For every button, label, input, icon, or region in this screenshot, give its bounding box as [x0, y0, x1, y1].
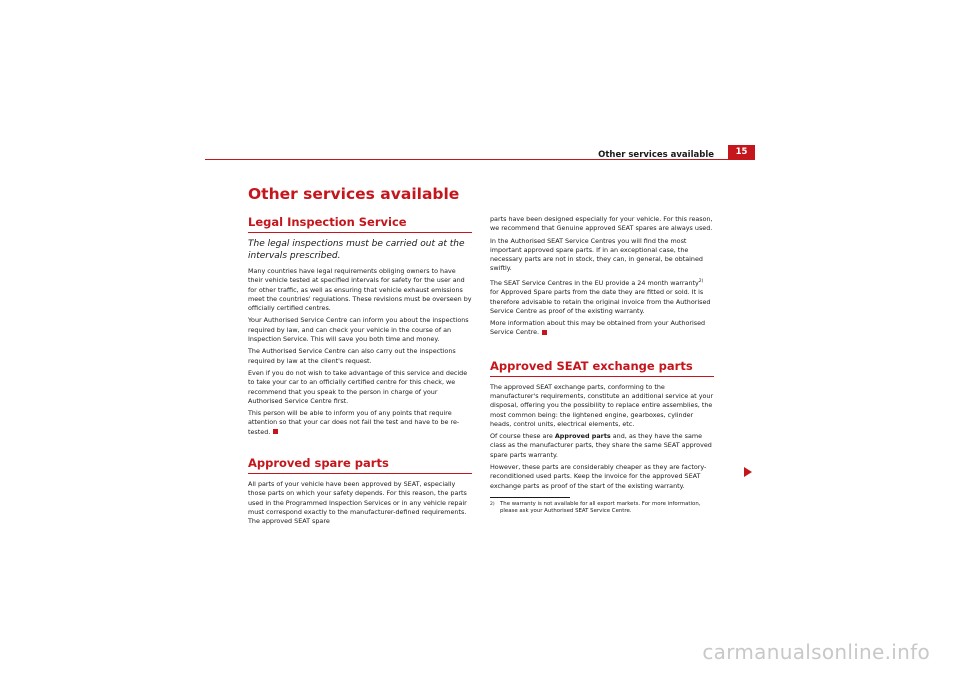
paragraph: However, these parts are considerably cheaper as they are factory-reconditioned used parts. Keep the invoice for the approved SEAT exchange parts as proof of the start of the existing warranty.	[490, 463, 707, 490]
footnote-mark: 2)	[490, 501, 495, 507]
footnote-rule	[490, 497, 570, 498]
page-number-badge: 15	[728, 145, 755, 159]
paragraph-text: More information about this may be obtained from your Authorised Service Centre.	[490, 319, 706, 337]
heading-legal-inspection: Legal Inspection Service	[248, 215, 472, 233]
running-header: Other services available	[598, 150, 714, 160]
end-of-section-icon	[542, 330, 547, 335]
right-column	[490, 215, 714, 516]
paragraph-warranty	[490, 277, 714, 316]
heading-exchange-parts: Approved SEAT exchange parts	[490, 359, 714, 377]
heading-approved-spare-parts: Approved spare parts	[248, 456, 472, 474]
paragraph-text: for Approved Spare parts from the date they are fitted or sold. It is therefore advisable to retain the original invoice from the Authorised Service Centre as proof of the existing warranty.	[490, 288, 711, 315]
paragraph-text: This person will be able to inform you of any points that require attention so that your car does not fail the test and have to be re-tested.	[248, 409, 460, 436]
paragraph-text: The SEAT Service Centres in the EU provide a 24 month warranty	[490, 278, 699, 287]
paragraph: In the Authorised SEAT Service Centres you will find the most important approved spare parts. If in an exceptional case, the necessary parts are not in stock, they can, in general, be obtained swiftly.	[490, 236, 703, 273]
watermark: carmanualsonline.info	[702, 640, 930, 664]
paragraph-text: Of course these are	[490, 432, 555, 441]
end-of-section-icon	[273, 429, 278, 434]
paragraph-text: and, as they have the same class as the manufacturer parts, they share the same SEAT approved spare parts warranty.	[490, 432, 712, 459]
paragraph: The Authorised Service Centre can also carry out the inspections required by law at the client's request.	[248, 347, 456, 365]
paragraph-approved-parts	[490, 432, 714, 460]
footnote-reference[interactable]: 2)	[698, 278, 704, 284]
page-title: Other services available	[248, 185, 460, 203]
paragraph-with-end-mark	[490, 319, 714, 338]
left-column	[248, 215, 472, 530]
paragraph: The approved SEAT exchange parts, conforming to the manufacturer's requirements, constitute an additional service at your disposal, offering you the possibility to replace entire assemblies, the most common being: the lightened engine, gearboxes, cylinder heads, control units, electrical elements, etc.	[490, 382, 714, 428]
paragraph: All parts of your vehicle have been approved by SEAT, especially those parts on which your safety depends. For this reason, the parts used in the Programmed Inspection Services or in any vehicle repair must correspond exactly to the manufacturer-defined requirements. The approved SEAT spare	[248, 480, 467, 526]
footnote	[490, 501, 714, 516]
continue-arrow-icon[interactable]	[744, 467, 752, 477]
footnote-text: The warranty is not available for all export markets. For more information, please ask your Authorised SEAT Service Centre.	[500, 500, 701, 515]
paragraph: Even if you do not wish to take advantage of this service and decide to take your car to an officially certified centre for this check, we recommend that you speak to the person in charge of your Authorised Service Centre first.	[248, 368, 468, 405]
bold-term: Approved parts	[554, 432, 611, 441]
lead-text: The legal inspections must be carried out at the intervals prescribed.	[248, 239, 465, 261]
paragraph: Many countries have legal requirements obliging owners to have their vehicle tested at specified intervals for safety for the user and for other traffic, as well as ensuring that vehicle exhaust emissions meet the countries' regulations. These revisions must be overseen by officially certified centres.	[248, 267, 472, 313]
paragraph: parts have been designed especially for your vehicle. For this reason, we recommend that Genuine approved SEAT spares are always used.	[490, 215, 713, 233]
paragraph-with-end-mark	[248, 409, 472, 437]
paragraph: Your Authorised Service Centre can inform you about the inspections required by law, and can check your vehicle in the course of an Inspection Service. This will save you both time and money.	[248, 316, 469, 344]
